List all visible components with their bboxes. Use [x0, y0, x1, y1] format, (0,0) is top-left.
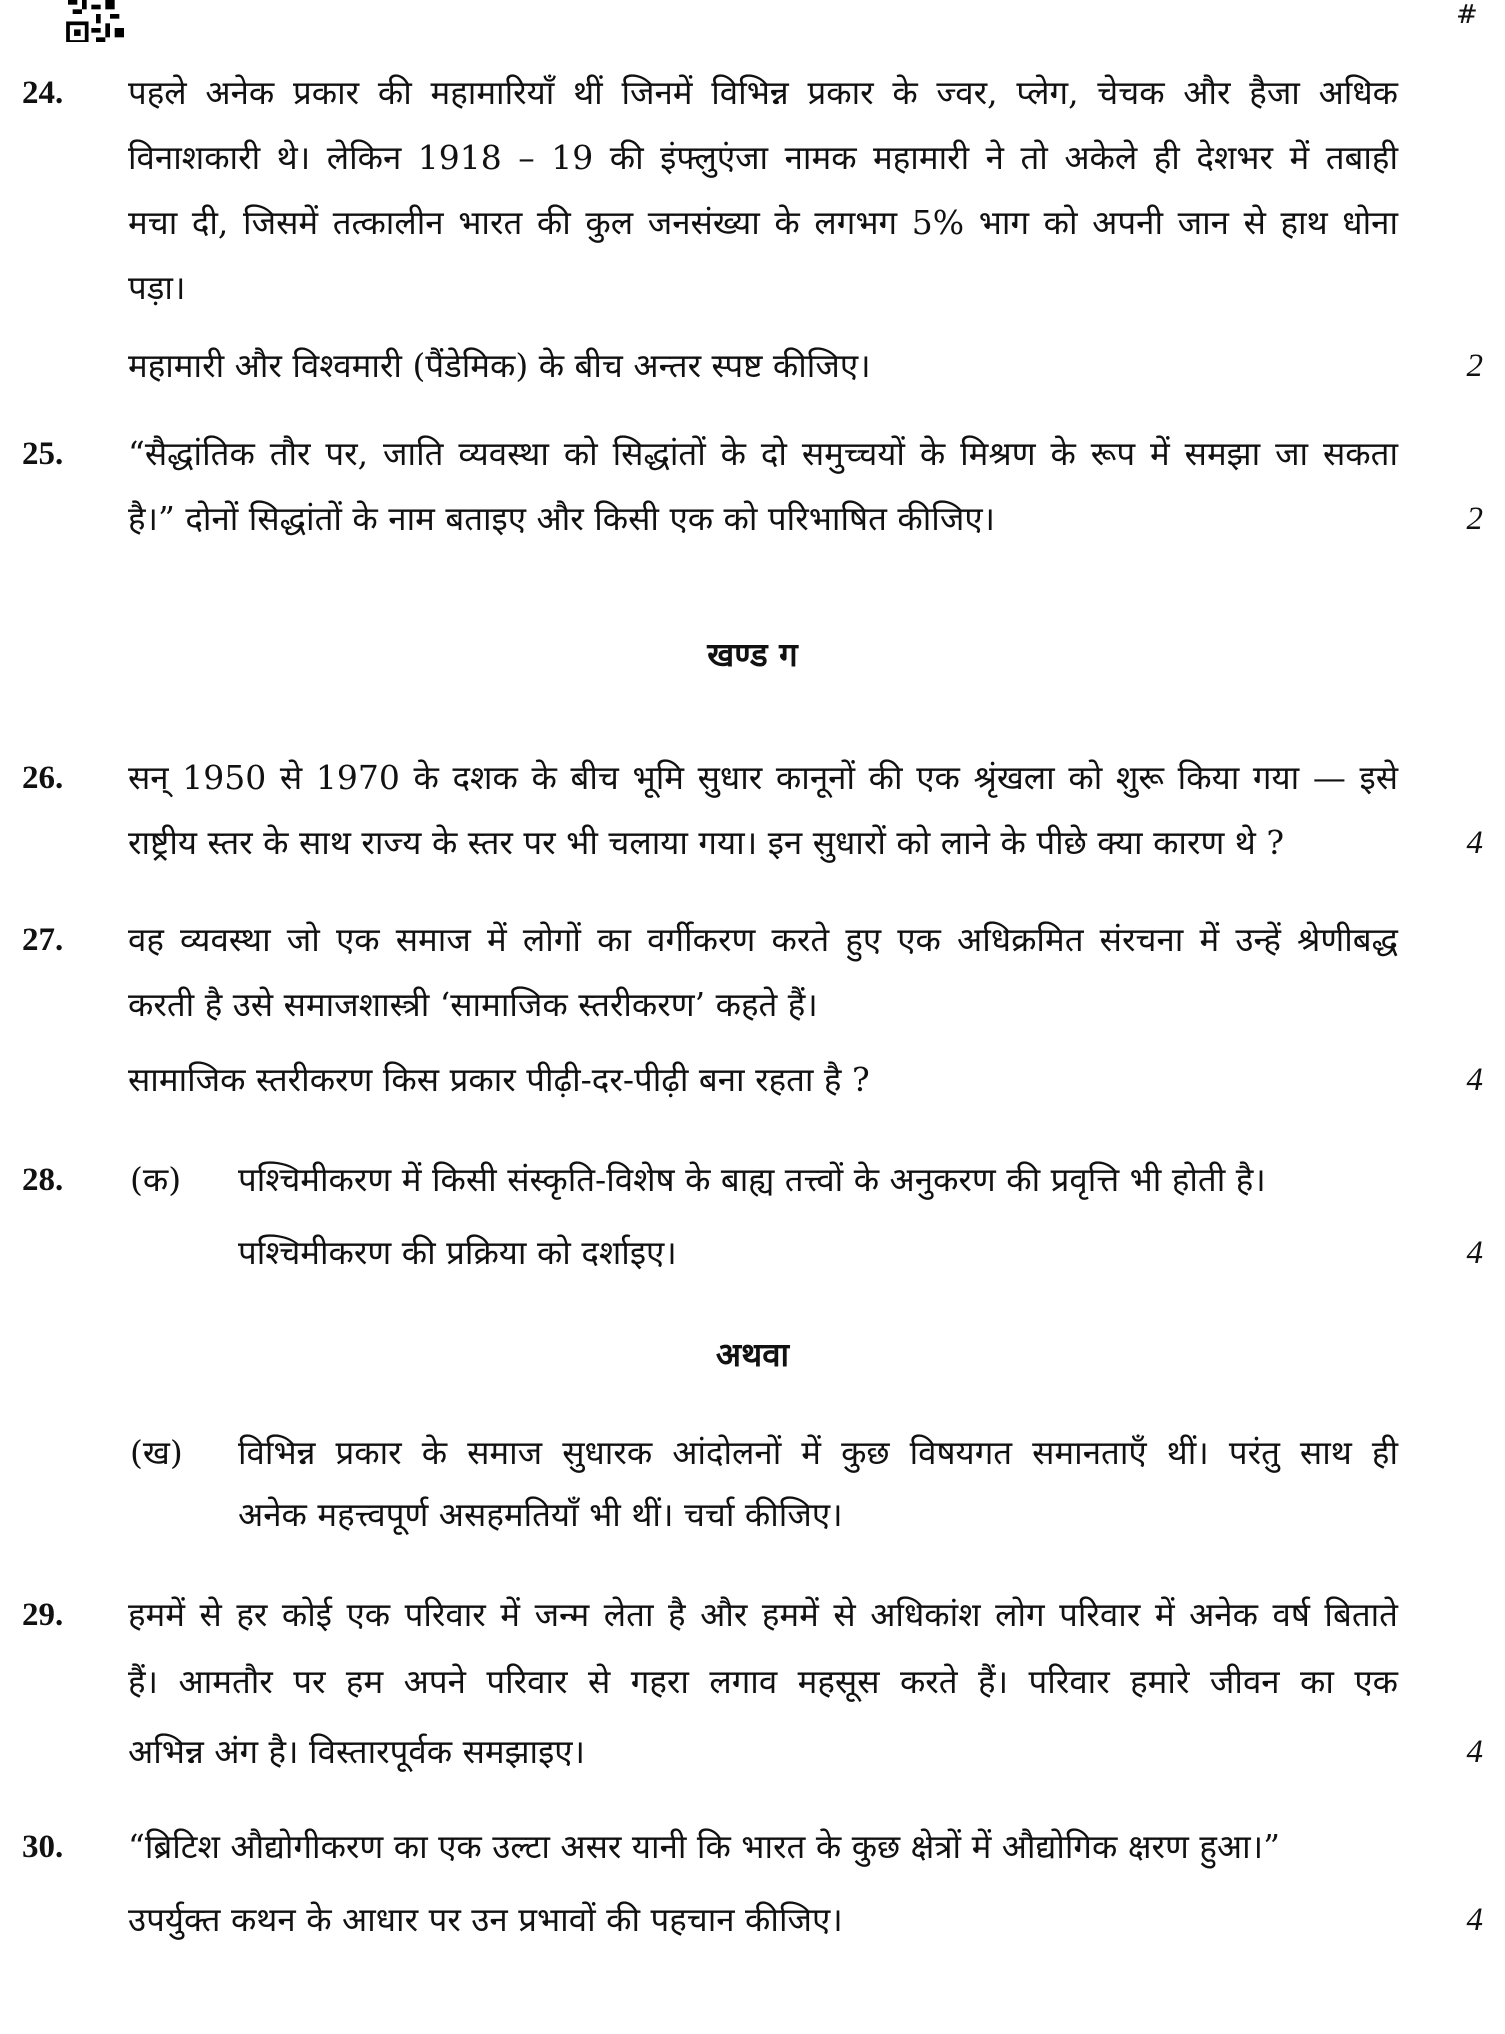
question-text-line: पश्चिमीकरण की प्रक्रिया को दर्शाइए।: [238, 1233, 677, 1272]
question-number: 24.: [22, 75, 64, 111]
marks: 2: [1466, 348, 1483, 384]
marks: 4: [1466, 1902, 1483, 1938]
section-heading: खण्ड ग: [707, 635, 798, 674]
question-text-line: है।” दोनों सिद्धांतों के नाम बताइए और किसी एक को परिभाषित कीजिए।: [128, 499, 996, 538]
question-text-line: विनाशकारी थे। लेकिन 1918 – 19 की इंफ्लुएंजा नामक महामारी ने तो अकेले ही देशभर में तबाही: [128, 138, 1398, 177]
marks: 4: [1466, 1062, 1483, 1098]
question-text-line: विभिन्न प्रकार के समाज सुधारक आंदोलनों में कुछ विषयगत समानताएँ थीं। परंतु साथ ही: [238, 1433, 1398, 1472]
option-label-a: (क): [130, 1160, 182, 1199]
question-number: 28.: [22, 1162, 64, 1198]
question-text-line: “ब्रिटिश औद्योगीकरण का एक उल्टा असर यानी कि भारत के कुछ क्षेत्रों में औद्योगिक क्षरण हुआ।”: [128, 1827, 1280, 1866]
question-text-line: राष्ट्रीय स्तर के साथ राज्य के स्तर पर भी चलाया गया। इन सुधारों को लाने के पीछे क्या कारण थे ?: [128, 823, 1285, 862]
question-text-line: “सैद्धांतिक तौर पर, जाति व्यवस्था को सिद्धांतों के दो समुच्चयों के मिश्रण के रूप में समझा जा सकता: [128, 434, 1398, 473]
question-number: 25.: [22, 436, 64, 472]
page-marker: #: [1456, 0, 1478, 30]
or-heading: अथवा: [715, 1335, 790, 1374]
marks: 4: [1466, 1734, 1483, 1770]
question-text-line: मचा दी, जिसमें तत्कालीन भारत की कुल जनसंख्या के लगभग 5% भाग को अपनी जान से हाथ धोना: [128, 203, 1398, 242]
option-label-b: (ख): [130, 1433, 183, 1472]
question-text-line: सन् 1950 से 1970 के दशक के बीच भूमि सुधार कानूनों की एक श्रृंखला को शुरू किया गया — इसे: [128, 758, 1398, 797]
question-number: 29.: [22, 1597, 64, 1633]
marks: 4: [1466, 825, 1483, 861]
question-text-line: वह व्यवस्था जो एक समाज में लोगों का वर्गीकरण करते हुए एक अधिक्रमित संरचना में उन्हें श्रेणीबद्ध: [128, 920, 1398, 959]
marks: 2: [1466, 501, 1483, 537]
question-text-line: हममें से हर कोई एक परिवार में जन्म लेता है और हममें से अधिकांश लोग परिवार में अनेक वर्ष बिताते: [128, 1595, 1398, 1634]
marks: 4: [1466, 1235, 1483, 1271]
question-text-line: अभिन्न अंग है। विस्तारपूर्वक समझाइए।: [128, 1732, 586, 1771]
question-number: 27.: [22, 922, 64, 958]
qr-code-icon: [66, 0, 126, 42]
question-text-line: पहले अनेक प्रकार की महामारियाँ थीं जिनमें विभिन्न प्रकार के ज्वर, प्लेग, चेचक और हैजा अधिक: [128, 73, 1398, 112]
question-text-line: उपर्युक्त कथन के आधार पर उन प्रभावों की पहचान कीजिए।: [128, 1900, 843, 1939]
question-prompt: महामारी और विश्वमारी (पैंडेमिक) के बीच अन्तर स्पष्ट कीजिए।: [128, 346, 871, 385]
question-text-line: हैं। आमतौर पर हम अपने परिवार से गहरा लगाव महसूस करते हैं। परिवार हमारे जीवन का एक: [128, 1662, 1398, 1701]
question-text-line: पड़ा।: [128, 268, 186, 307]
question-number: 30.: [22, 1829, 64, 1865]
question-prompt: सामाजिक स्तरीकरण किस प्रकार पीढ़ी-दर-पीढ़ी बना रहता है ?: [128, 1060, 870, 1099]
question-text-line: पश्चिमीकरण में किसी संस्कृति-विशेष के बाह्य तत्त्वों के अनुकरण की प्रवृत्ति भी होती है।: [238, 1160, 1266, 1199]
question-text-line: करती है उसे समाजशास्त्री ‘सामाजिक स्तरीकरण’ कहते हैं।: [128, 985, 818, 1024]
question-text-line: अनेक महत्त्वपूर्ण असहमतियाँ भी थीं। चर्चा कीजिए।: [238, 1495, 843, 1534]
question-number: 26.: [22, 760, 64, 796]
